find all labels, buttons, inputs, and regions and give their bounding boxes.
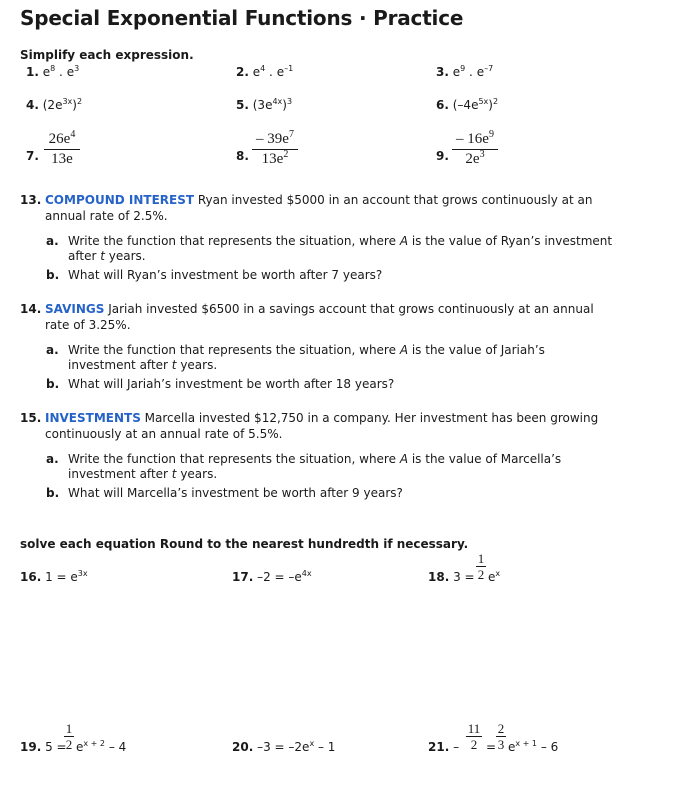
problem-13-part-a: a. Write the function that represents the situation, where A is the value of Ryan’s investment after t years. — [46, 234, 613, 263]
problem-13: 13. COMPOUND INTEREST Ryan invested $5000 in an account that grows continuously at an annual rate of 2.5%. — [20, 193, 593, 223]
problem-13-heading: COMPOUND INTEREST — [45, 193, 195, 207]
question-21: 21. – — [428, 740, 460, 754]
question-6: 6. $(-4e^{5x})^2$ — [436, 97, 499, 112]
question-21-rhs: $e^{x + 1} - 6$ — [508, 739, 559, 754]
question-21-fraction-2: 2 3 — [497, 721, 505, 752]
problem-13-part-b: b. What will Ryan’s investment be worth after 7 years? — [46, 268, 383, 282]
question-17: 17. $-2 = -e^{4x}$ — [232, 569, 312, 584]
question-19: 19. 5 = — [20, 740, 67, 754]
question-16: 16. $1 = e^{3x}$ — [20, 569, 88, 584]
question-4: 4. $(2e^{3x})^2$ — [26, 97, 83, 112]
fraction-bar — [252, 149, 298, 150]
problem-14-part-b: b. What will Jariah’s investment be worth after 18 years? — [46, 377, 395, 391]
question-18-rhs: $e^x$ — [488, 569, 501, 584]
question-21-fraction-1: 11 2 — [467, 721, 481, 752]
question-20: 20. $-3 = -2e^x - 1$ — [232, 739, 336, 754]
question-19-rhs: $e^{x + 2} - 4$ — [76, 739, 127, 754]
question-9-fraction: – $16e^9$ $2e^3$ — [452, 131, 498, 168]
problem-15-heading: INVESTMENTS — [45, 411, 141, 425]
question-18: 18. 3 = — [428, 570, 475, 584]
section-simplify-heading: Simplify each expression. — [20, 48, 194, 62]
problem-14-part-a: a. Write the function that represents the situation, where A is the value of Jariah’s investment after t years. — [46, 343, 545, 372]
question-21-equals: = — [486, 740, 497, 754]
section-solve-heading: solve each equation Round to the nearest hundredth if necessary. — [20, 537, 469, 551]
fraction-bar — [44, 149, 80, 150]
question-7-number: 7. — [26, 149, 39, 163]
problem-15-part-a: a. Write the function that represents the situation, where A is the value of Marcella’s investment after t years. — [46, 452, 562, 481]
question-1: 1. $e^8$ . $e^3$ — [26, 64, 80, 79]
question-2: 2. $e^4$ . $e^{-1}$ — [236, 64, 294, 79]
fraction-bar — [452, 149, 498, 150]
question-18-fraction: 1 2 — [477, 551, 485, 582]
question-8-number: 8. — [236, 149, 249, 163]
question-19-fraction: 1 2 — [65, 721, 73, 752]
problem-15: 15. INVESTMENTS Marcella invested $12,750 in a company. Her investment has been growing continuously at an annual rate of 5.5%. — [20, 411, 599, 441]
question-8-fraction: – $39e^7$ $13e^2$ — [252, 131, 298, 168]
problem-15-part-b: b. What will Marcella’s investment be worth after 9 years? — [46, 486, 403, 500]
problem-14-heading: SAVINGS — [45, 302, 105, 316]
problem-14: 14. SAVINGS Jariah invested $6500 in a savings account that grows continuously at an annual rate of 3.25%. — [20, 302, 594, 332]
question-9-number: 9. — [436, 149, 449, 163]
page-title: Special Exponential Functions · Practice — [20, 6, 464, 30]
question-7-fraction: $26e^4$ 13e — [44, 131, 80, 168]
question-5: 5. $(3e^{4x})^3$ — [236, 97, 293, 112]
question-3: 3. $e^9$ . $e^{-7}$ — [436, 64, 494, 79]
